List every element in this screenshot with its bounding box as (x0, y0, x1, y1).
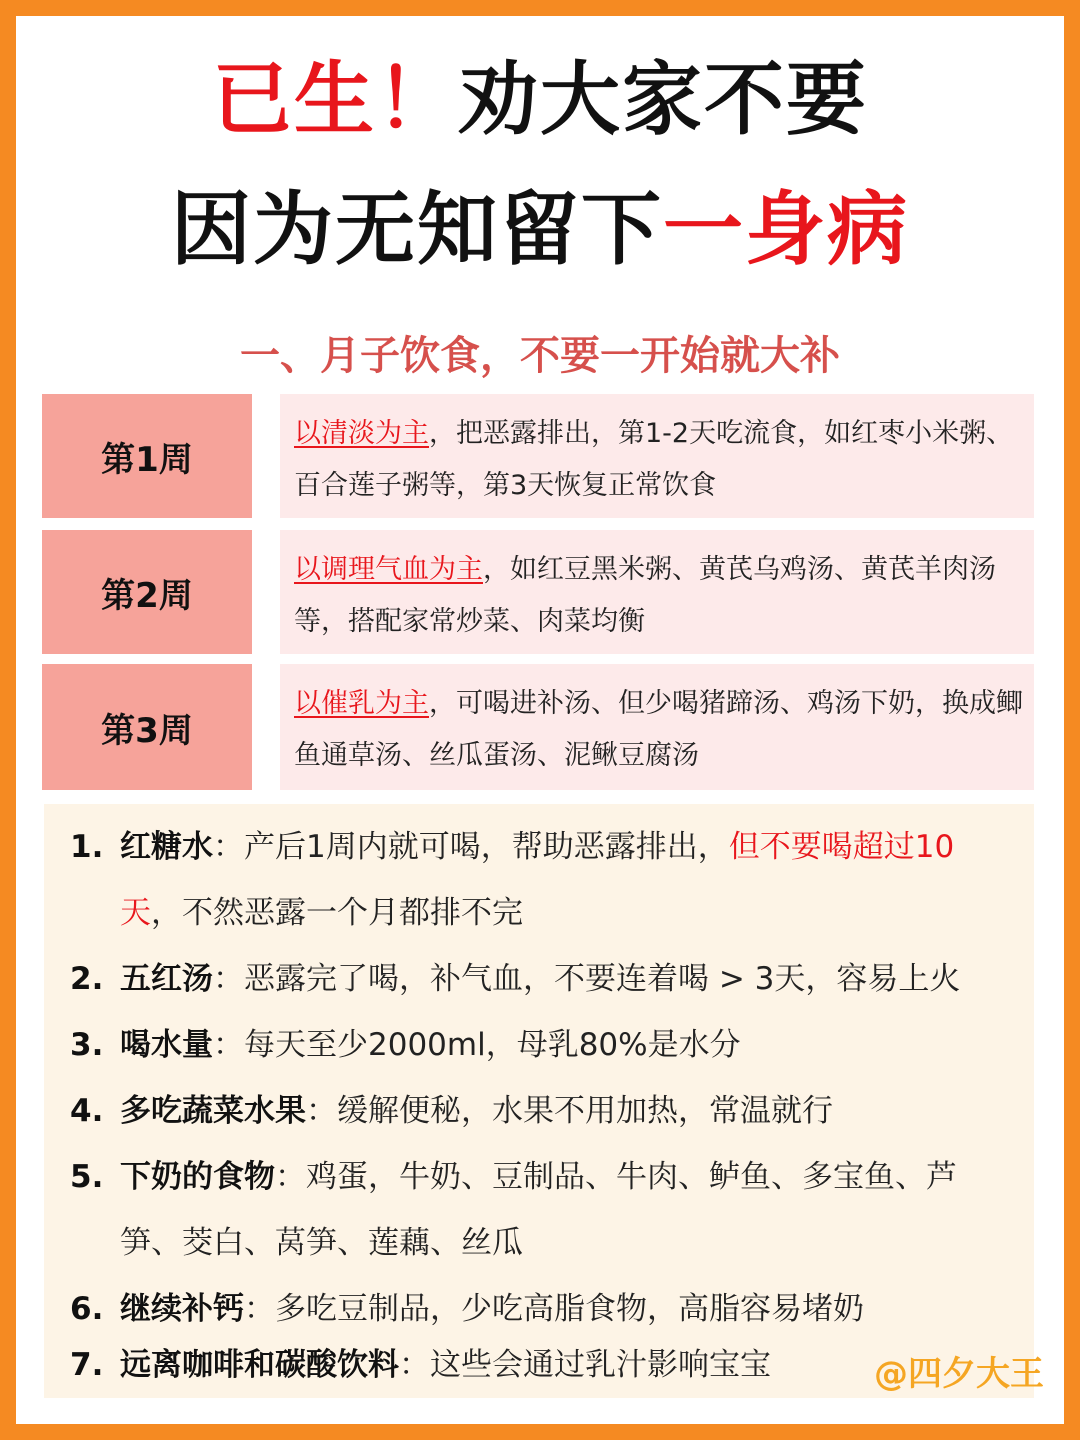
week-text: ，如红豆黑米粥、黄芪乌鸡汤、黄芪羊肉汤等，搭配家常炒菜、肉菜均衡 (294, 554, 996, 637)
tip-keyword: 多吃蔬菜水果 (120, 1093, 306, 1129)
tip-keyword: 继续补钙 (120, 1291, 244, 1327)
week-highlight: 以清淡为主 (294, 418, 429, 449)
headline-line-1 (16, 52, 1064, 148)
author-watermark: @四夕大王 (874, 1354, 1044, 1394)
tip-number: 3. (70, 1027, 104, 1063)
week-row (42, 394, 1050, 518)
week-row (42, 530, 1050, 654)
tip-number: 2. (70, 961, 104, 997)
tip-body: ：恶露完了喝，补气血，不要连着喝 > 3天，容易上火 (213, 961, 961, 997)
week-description (280, 530, 1034, 654)
tips-panel (44, 804, 1034, 1398)
week-highlight: 以催乳为主 (294, 688, 429, 719)
tip-number: 5. (70, 1159, 104, 1195)
tip-number: 4. (70, 1093, 104, 1129)
week-text: ，可喝进补汤、但少喝猪蹄汤、鸡汤下奶，换成鲫鱼通草汤、丝瓜蛋汤、泥鳅豆腐汤 (294, 688, 1023, 771)
tip-body: ：多吃豆制品，少吃高脂食物，高脂容易堵奶 (244, 1291, 864, 1327)
tip-number: 6. (70, 1291, 104, 1327)
article-card (16, 16, 1064, 1424)
tip-body: ：每天至少2000ml，母乳80%是水分 (213, 1027, 741, 1063)
tip-body: ：这些会通过乳汁影响宝宝 (399, 1347, 771, 1383)
tip-text (120, 814, 1010, 946)
tip-text (120, 1144, 1010, 1276)
headline-black-text: 劝大家不要 (458, 53, 868, 146)
tip-warning: 但不要喝超过10天 (120, 829, 955, 931)
headline-line-2 (16, 182, 1064, 278)
tip-keyword: 下奶的食物 (120, 1159, 275, 1195)
week-description (280, 394, 1034, 518)
week-highlight: 以调理气血为主 (294, 554, 483, 585)
tip-number: 1. (70, 829, 104, 865)
tip-keyword: 远离咖啡和碳酸饮料 (120, 1347, 399, 1383)
tip-text (120, 1012, 1010, 1078)
week-label: 第1周 (42, 394, 252, 518)
week-text: ，把恶露排出，第1-2天吃流食，如红枣小米粥、百合莲子粥等，第3天恢复正常饮食 (294, 418, 1014, 501)
tip-body: ：缓解便秘，水果不用加热，常温就行 (306, 1093, 833, 1129)
week-description (280, 664, 1034, 790)
headline-black-text: 因为无知留下 (171, 183, 663, 276)
tip-body: ：产后1周内就可喝，帮助恶露排出， (213, 829, 729, 865)
tip-keyword: 五红汤 (120, 961, 213, 997)
tip-body: ：鸡蛋，牛奶、豆制品、牛肉、鲈鱼、多宝鱼、芦笋、茭白、莴笋、莲藕、丝瓜 (120, 1159, 957, 1261)
tip-keyword: 红糖水 (120, 829, 213, 865)
tip-body: ，不然恶露一个月都排不完 (151, 895, 523, 931)
tip-text (120, 1078, 1010, 1144)
headline-red-text: 已生！ (212, 53, 458, 146)
week-label: 第2周 (42, 530, 252, 654)
headline-red-text: 一身病 (663, 183, 909, 276)
tip-number: 7. (70, 1347, 104, 1383)
section-heading: 一、月子饮食，不要一开始就大补 (240, 333, 840, 379)
tip-keyword: 喝水量 (120, 1027, 213, 1063)
week-row (42, 664, 1050, 790)
tip-text (120, 946, 1010, 1012)
week-label: 第3周 (42, 664, 252, 790)
